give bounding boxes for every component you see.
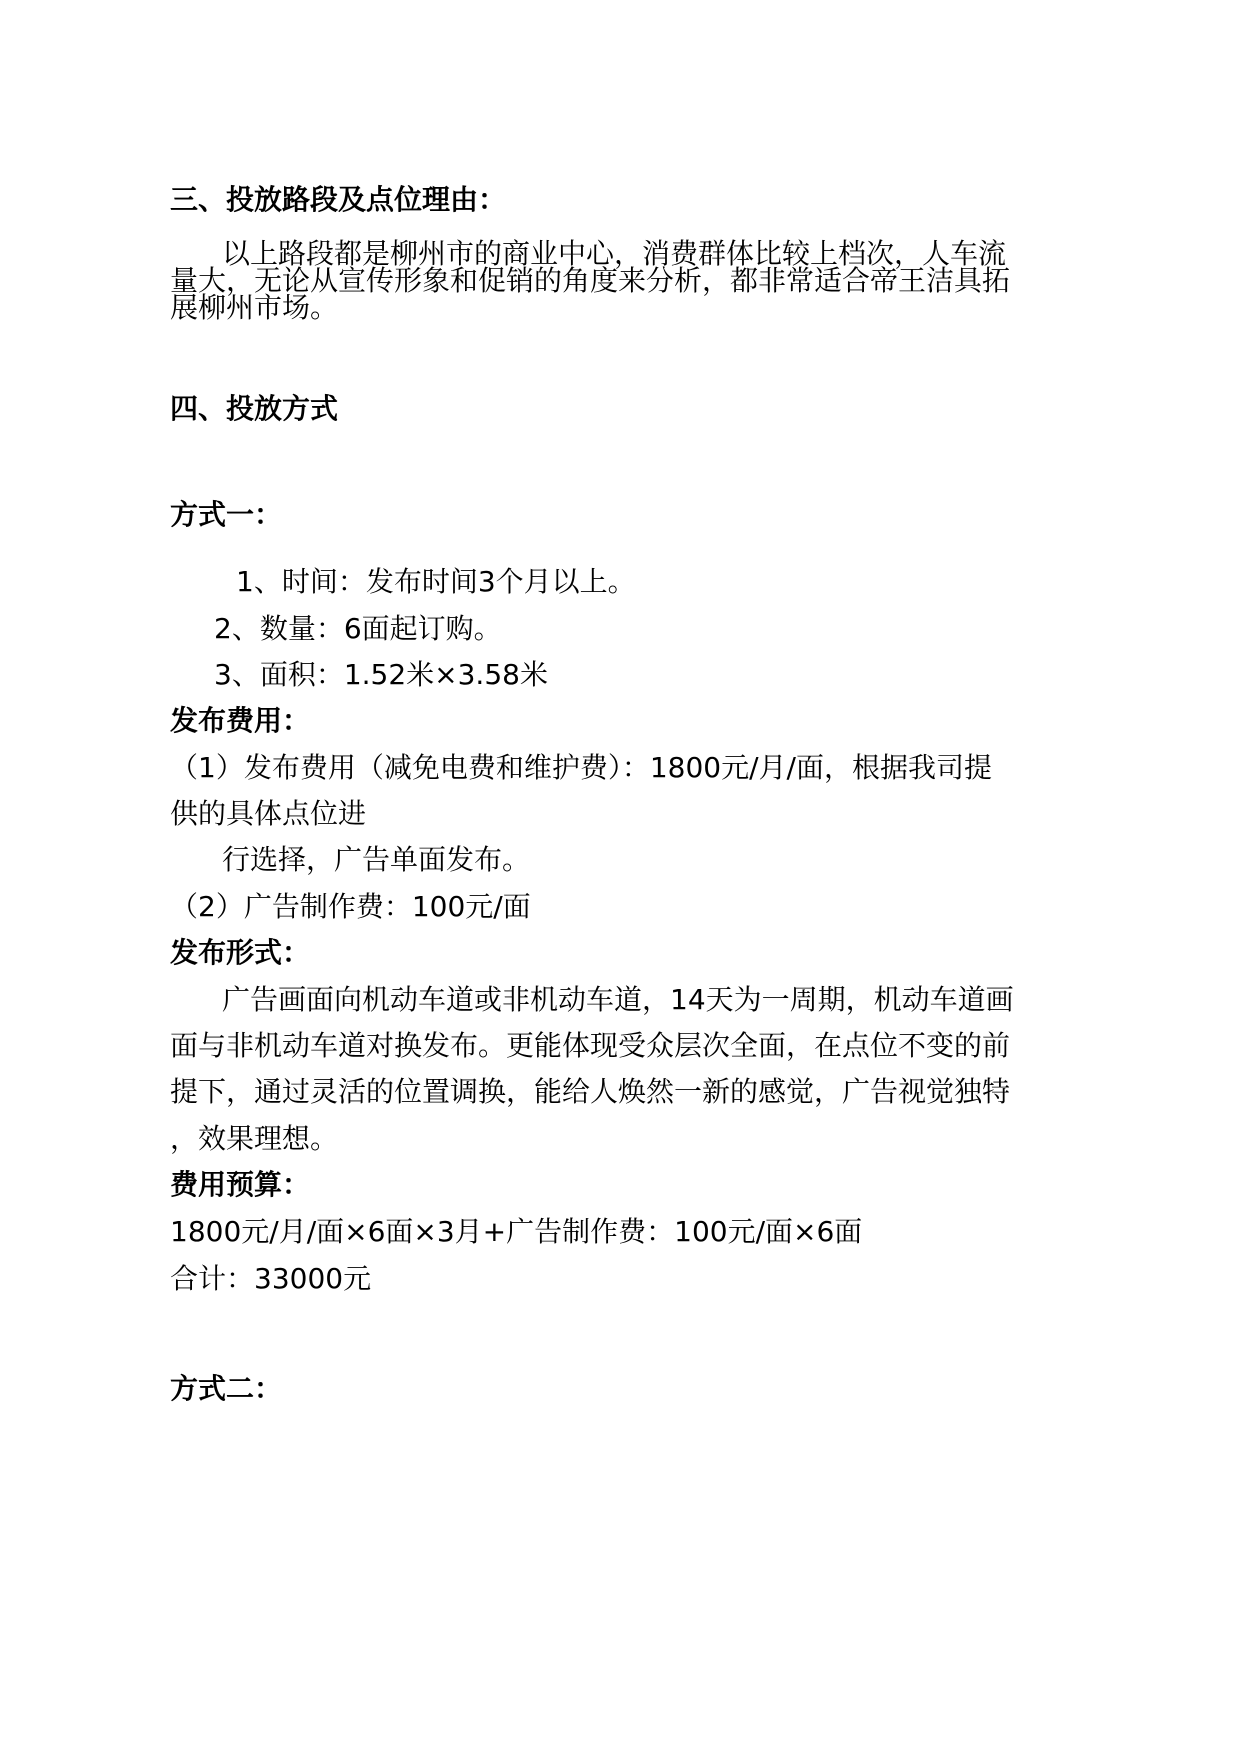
method1-heading: 方式一： (170, 498, 283, 531)
fee-line-3: 行选择，广告单面发布。 (222, 843, 531, 876)
form-line-1: 广告画面向机动车道或非机动车道，14天为一周期，机动车道画 (222, 983, 1014, 1016)
budget-heading: 费用预算： (170, 1168, 311, 1201)
form-line-3: 提下，通过灵活的位置调换，能给人焕然一新的感觉，广告视觉独特 (170, 1075, 1011, 1108)
section4-heading: 四、投放方式 (170, 392, 339, 425)
section3-paragraph-line-3: 展柳州市场。 (170, 291, 339, 324)
section3-heading: 三、投放路段及点位理由： (170, 183, 507, 216)
form-line-2: 面与非机动车道对换发布。更能体现受众层次全面，在点位不变的前 (170, 1029, 1011, 1062)
method1-item-area: 3、面积：1.52米×3.58米 (214, 658, 548, 691)
fee-line-1: （1）发布费用（减免电费和维护费）：1800元/月/面，根据我司提 (170, 751, 992, 784)
fee-line-2: 供的具体点位进 (170, 797, 367, 830)
method1-item-time: 1、时间：发布时间3个月以上。 (236, 565, 636, 598)
method2-heading: 方式二： (170, 1372, 283, 1405)
section3-paragraph-line-1: 以上路段都是柳州市的商业中心，消费群体比较上档次，人车流 (222, 237, 1007, 270)
form-line-4: ，效果理想。 (170, 1122, 339, 1155)
section3-paragraph-line-2: 量大，无论从宣传形象和促销的角度来分析，都非常适合帝王洁具拓 (170, 264, 1011, 297)
fee-heading: 发布费用： (170, 704, 311, 737)
budget-formula: 1800元/月/面×6面×3月+广告制作费：100元/面×6面 (170, 1215, 863, 1248)
budget-total: 合计：33000元 (170, 1262, 372, 1295)
form-heading: 发布形式： (170, 936, 311, 969)
fee-line-4: （2）广告制作费：100元/面 (170, 890, 531, 923)
method1-item-quantity: 2、数量：6面起订购。 (214, 612, 502, 645)
